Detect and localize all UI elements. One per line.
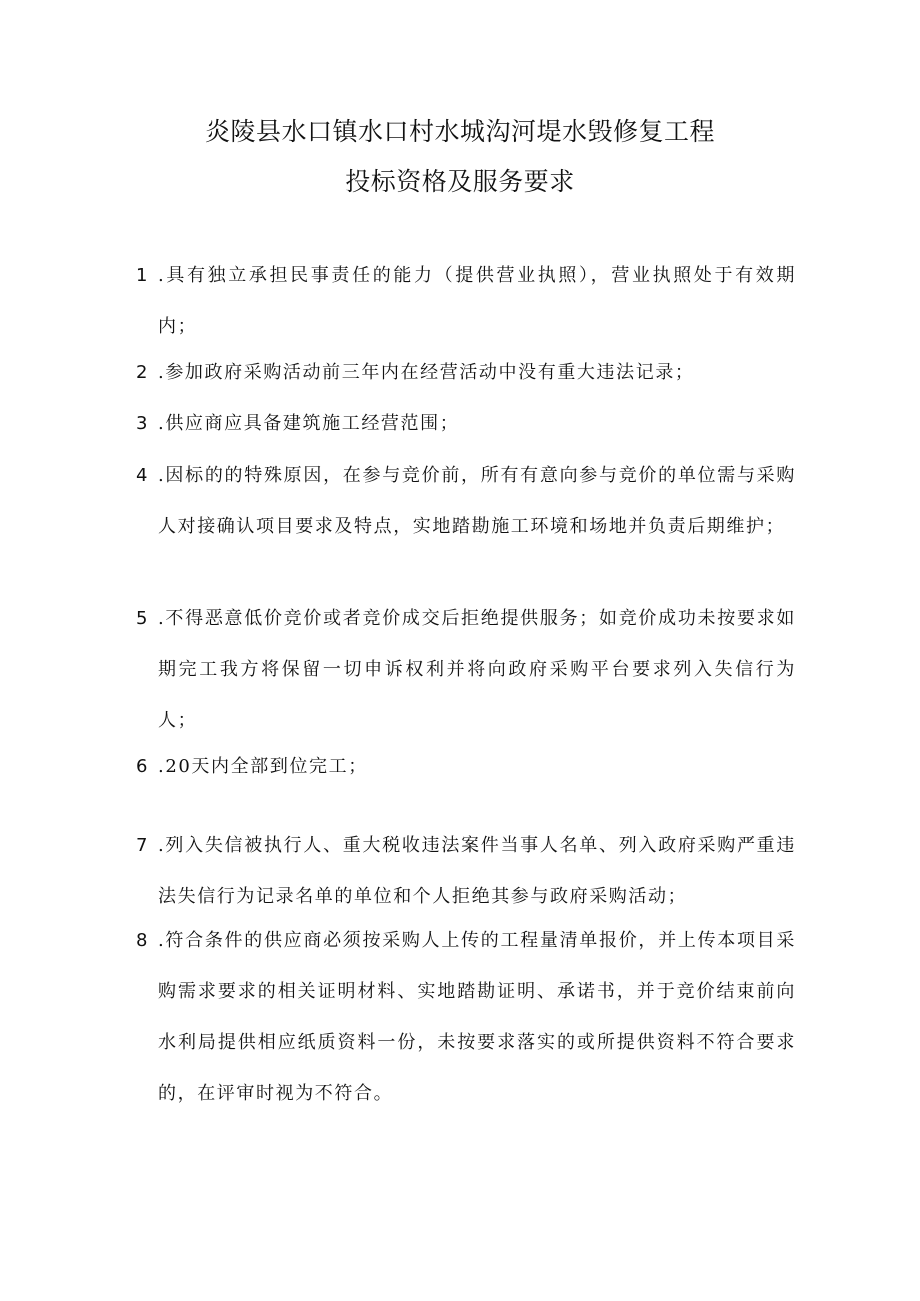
requirement-item-6: [136, 741, 796, 792]
item-text: .符合条件的供应商必须按采购人上传的工程量清单报价，并上传本项目采购需求要求的相关证明材料、实地踏勘证明、承诺书，并于竞价结束前向水利局提供相应纸质资料一份，未按要求落实的或所提供资料不符合要求的，在评审时视为不符合。: [158, 930, 796, 1104]
item-number: 5: [136, 608, 148, 629]
document-subtitle: 投标资格及服务要求: [345, 167, 575, 196]
item-text: .不得恶意低价竞价或者竞价成交后拒绝提供服务；如竞价成功未按要求如期完工我方将保留一切申诉权利并将向政府采购平台要求列入失信行为人；: [158, 608, 796, 731]
requirement-item-7: [136, 820, 796, 922]
item-number: 8: [136, 930, 148, 951]
item-text: .参加政府采购活动前三年内在经营活动中没有重大违法记录；: [158, 362, 695, 383]
item-number: 3: [136, 413, 148, 434]
item-number: 4: [136, 465, 148, 486]
requirement-item-2: [136, 347, 796, 398]
requirement-item-5: [136, 593, 796, 746]
item-number: 2: [136, 362, 148, 383]
requirement-item-1: [136, 250, 796, 352]
item-text: .20天内全部到位完工；: [158, 756, 368, 777]
item-text: .列入失信被执行人、重大税收违法案件当事人名单、列入政府采购严重违法失信行为记录名单的单位和个人拒绝其参与政府采购活动；: [158, 835, 796, 907]
item-number: 7: [136, 835, 148, 856]
item-text: .因标的的特殊原因，在参与竞价前，所有有意向参与竞价的单位需与采购人对接确认项目要求及特点，实地踏勘施工环境和场地并负责后期维护；: [158, 465, 796, 537]
requirement-item-8: [136, 915, 796, 1119]
requirement-item-3: [136, 398, 796, 449]
item-text: .具有独立承担民事责任的能力（提供营业执照），营业执照处于有效期内；: [158, 265, 796, 337]
item-text: .供应商应具备建筑施工经营范围；: [158, 413, 460, 434]
item-number: 1: [136, 265, 148, 286]
item-number: 6: [136, 756, 148, 777]
document-title: 炎陵县水口镇水口村水城沟河堤水毁修复工程: [204, 117, 715, 146]
requirement-item-4: [136, 450, 796, 552]
